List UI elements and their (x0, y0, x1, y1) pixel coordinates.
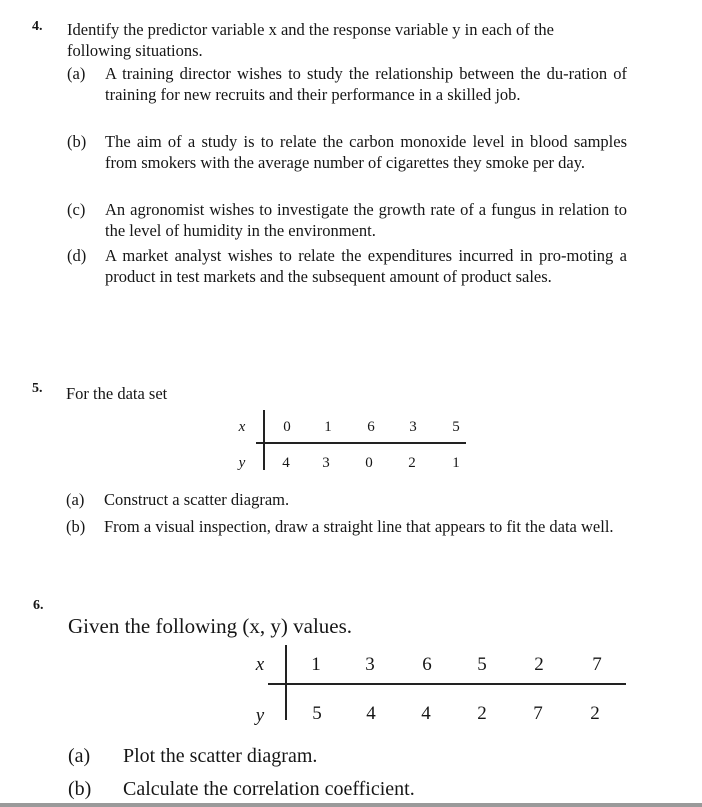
question-5-prompt: For the data set (66, 384, 168, 403)
part-text: Construct a scatter diagram. (104, 490, 290, 509)
question-4-part-d (67, 245, 627, 287)
page-bottom-edge (0, 803, 702, 807)
x-row-label: x (238, 419, 246, 435)
y-value: 4 (282, 455, 290, 471)
y-value: 2 (590, 703, 600, 724)
x-value: 5 (477, 654, 487, 675)
part-text: The aim of a study is to relate the carbon monoxide level in blood samples from smokers with the average number of cigarettes they smoke per day. (105, 132, 627, 172)
y-value: 3 (322, 455, 330, 471)
question-5-part-b (66, 516, 636, 537)
part-label: (a) (68, 745, 91, 767)
y-row-label: y (255, 705, 265, 726)
y-row-label: y (238, 455, 246, 471)
x-value: 0 (283, 419, 291, 435)
part-label: (a) (67, 64, 86, 83)
part-label: (d) (67, 246, 87, 265)
question-4-part-a (67, 63, 627, 105)
x-value: 1 (311, 654, 321, 675)
y-value: 1 (452, 455, 460, 471)
part-text: Calculate the correlation coefficient. (123, 778, 415, 800)
question-5-number: 5. (32, 381, 43, 396)
x-value: 3 (365, 654, 375, 675)
x-value: 5 (452, 419, 460, 435)
x-value: 1 (324, 419, 332, 435)
question-6-number: 6. (33, 598, 44, 613)
part-text: A market analyst wishes to relate the expenditures incurred in pro-moting a product in test markets and the subsequent amount of product sales. (105, 246, 627, 286)
x-value: 3 (409, 419, 417, 435)
part-text: Plot the scatter diagram. (123, 745, 318, 767)
y-value: 4 (421, 703, 431, 724)
question-4-part-b (67, 131, 627, 173)
table-horizontal-rule (268, 683, 626, 685)
x-value: 7 (592, 654, 602, 675)
x-value: 6 (422, 654, 432, 675)
y-value: 7 (533, 703, 543, 724)
part-label: (b) (66, 517, 86, 536)
part-label: (b) (67, 132, 87, 151)
y-value: 4 (366, 703, 376, 724)
table-horizontal-rule (256, 442, 466, 444)
part-label: (c) (67, 200, 86, 219)
question-4-prompt: Identify the predictor variable x and the response variable y in each of the following situations. (67, 20, 555, 60)
question-4-part-c (67, 199, 627, 241)
part-text: An agronomist wishes to investigate the growth rate of a fungus in relation to the level of humidity in the environment. (105, 200, 627, 240)
y-value: 5 (312, 703, 322, 724)
y-value: 2 (408, 455, 416, 471)
question-6-prompt: Given the following (x, y) values. (68, 614, 353, 638)
question-6-part-b (68, 777, 668, 801)
part-text: From a visual inspection, draw a straight line that appears to fit the data well. (104, 517, 614, 536)
question-4-number: 4. (32, 19, 43, 34)
y-value: 0 (365, 455, 373, 471)
x-value: 6 (367, 419, 375, 435)
part-text: A training director wishes to study the relationship between the du-ration of training for new recruits and their performance in a skilled job. (105, 64, 627, 104)
question-6-part-a (68, 744, 668, 768)
table-vertical-rule (263, 410, 265, 470)
y-value: 2 (477, 703, 487, 724)
part-label: (a) (66, 490, 85, 509)
x-row-label: x (255, 654, 265, 675)
part-label: (b) (68, 778, 92, 800)
question-5-part-a (66, 489, 636, 510)
x-value: 2 (534, 654, 544, 675)
